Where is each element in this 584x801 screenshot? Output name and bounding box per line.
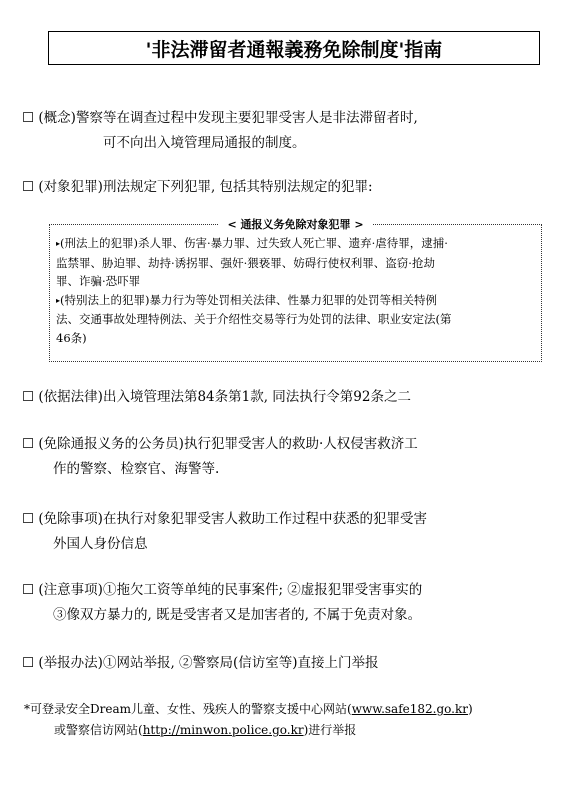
triangle-bullet-icon: ▸ xyxy=(56,295,61,305)
special-law-line-1: ▸(特别法上的犯罪)暴力行为等处罚相关法律、性暴力犯罪的处罚等相关特例 xyxy=(56,292,437,307)
safe182-link[interactable]: www.safe182.go.kr xyxy=(351,702,468,716)
criminal-code-line-2: 监禁罪、胁迫罪、劫持·诱拐罪、强奸·猥亵罪、妨碍行使权利罪、盗窃·抢劫 xyxy=(56,255,435,270)
section-concept xyxy=(22,106,418,156)
section-cautions xyxy=(22,578,422,628)
police-minwon-link[interactable]: http://minwon.police.go.kr xyxy=(142,723,304,737)
note-line-1: *可登录安全Dream儿童、女性、残疾人的警察支援中心网站(www.safe182.go.kr) xyxy=(24,702,473,716)
basis-line-1: (依据法律)出入境管理法第84条第1款, 同法执行令第92条之二 xyxy=(38,389,411,405)
concept-line-2: 可不向出入境管理局通报的制度。 xyxy=(103,135,306,151)
criminal-code-line-3: 罪、诈骗·恐吓罪 xyxy=(56,274,141,288)
section-exempt-matters xyxy=(22,507,427,557)
checkbox-icon: ☐ xyxy=(22,389,35,405)
page-title: '非法滞留者通報義務免除制度'指南 xyxy=(48,31,540,65)
note-line-2: 或警察信访网站(http://minwon.police.go.kr)进行举报 xyxy=(54,723,357,737)
checkbox-icon: ☐ xyxy=(22,511,35,527)
checkbox-icon: ☐ xyxy=(22,655,35,671)
matters-line-1: (免除事项)在执行对象犯罪受害人救助工作过程中获悉的犯罪受害 xyxy=(38,511,427,527)
section-target-crimes xyxy=(22,175,373,200)
report-line-1: (举报办法)①网站举报, ②警察局(信访室等)直接上门举报 xyxy=(38,655,379,671)
checkbox-icon: ☐ xyxy=(22,436,35,452)
crimes-box-body xyxy=(56,234,540,347)
concept-line-1: (概念)警察等在调查过程中发现主要犯罪受害人是非法滞留者时, xyxy=(38,110,418,126)
officials-line-2: 作的警察、检察官、海警等. xyxy=(53,461,220,477)
triangle-bullet-icon: ▸ xyxy=(56,239,61,248)
cautions-line-2: ③像双方暴力的, 既是受害者又是加害者的, 不属于免责对象。 xyxy=(53,607,422,623)
target-crimes-box xyxy=(49,218,542,362)
officials-line-1: (免除通报义务的公务员)执行犯罪受害人的救助·人权侵害救济工 xyxy=(38,436,418,452)
checkbox-icon: ☐ xyxy=(22,179,35,195)
section-report-method xyxy=(22,651,379,676)
special-law-line-3: 46条) xyxy=(56,330,87,345)
asterisk: * xyxy=(24,702,30,716)
target-line-1: (对象犯罪)刑法规定下列犯罪, 包括其特别法规定的犯罪: xyxy=(38,179,373,195)
section-exempt-officials xyxy=(22,432,418,482)
crimes-box-header: < 通报义务免除对象犯罪 > xyxy=(219,218,371,231)
section-legal-basis xyxy=(22,385,411,410)
special-law-line-2: 法、交通事故处理特例法、关于介绍性交易等行为处罚的法律、职业安定法(第 xyxy=(56,312,452,326)
matters-line-2: 外国人身份信息 xyxy=(53,536,148,552)
footnote xyxy=(24,699,473,741)
cautions-line-1: (注意事项)①拖欠工资等单纯的民事案件; ②虚报犯罪受害事实的 xyxy=(38,582,423,598)
checkbox-icon: ☐ xyxy=(22,110,35,126)
criminal-code-line-1: ▸(刑法上的犯罪)杀人罪、伤害·暴力罪、过失致人死亡罪、遗弃·虐待罪，逮捕· xyxy=(56,236,448,250)
checkbox-icon: ☐ xyxy=(22,582,35,598)
